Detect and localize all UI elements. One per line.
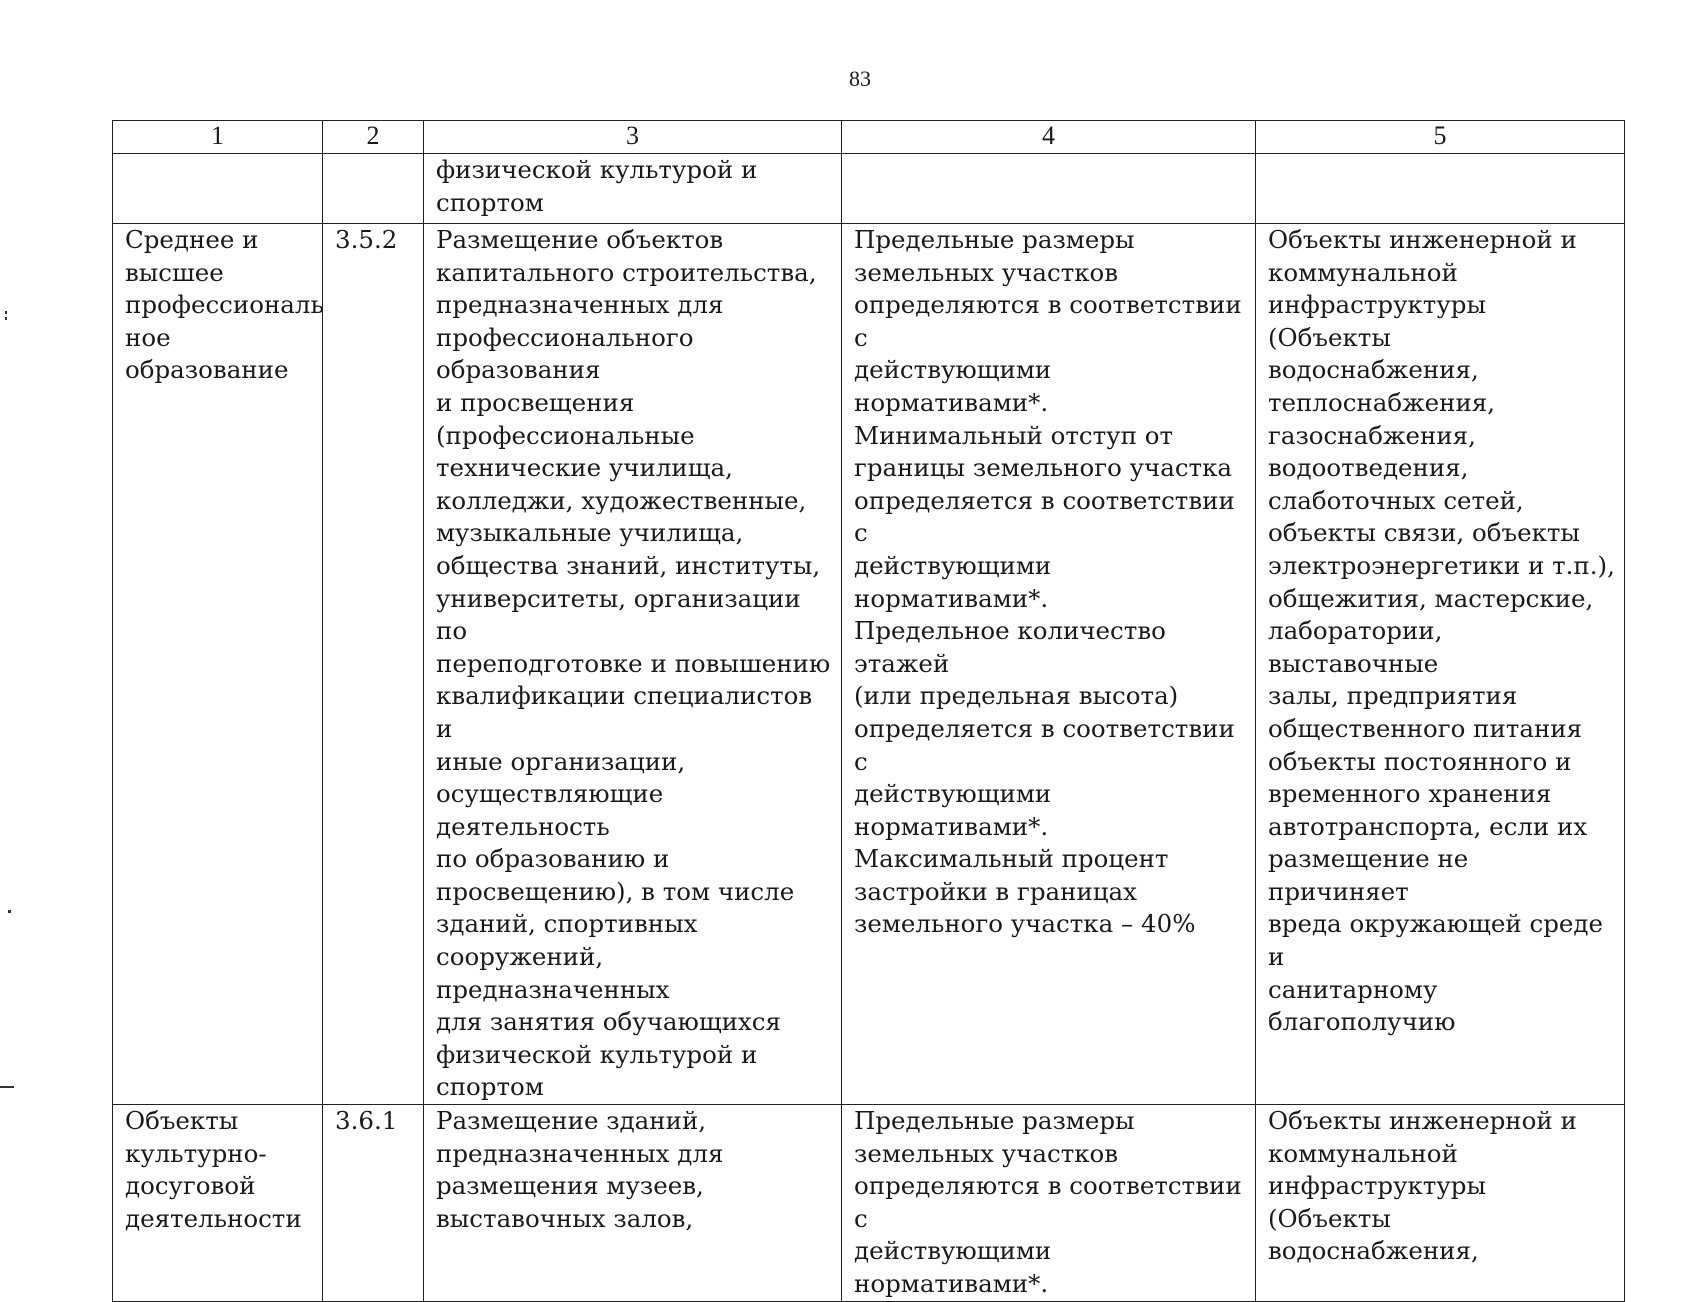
cell-auxiliary-text: Объекты инженерной и коммунальной инфраструктуры (Объекты водоснабжения,	[1268, 1106, 1577, 1266]
table-row	[113, 154, 1625, 224]
cell-description-text: Размещение объектов капитального строительства, предназначенных для профессионального образования и просвещения (профессиональные технические училища, колледжи, художественные, музыкальные училища, общества знаний, институты, университеты, организации по переподготовке и повышению квалификации специалистов и иные организации, осуществляющие деятельность по образованию и просвещению), в том числе зданий, спортивных сооружений, предназначенных для занятия обучающихся физической культурой и спортом	[436, 225, 831, 1102]
cell-description	[424, 1105, 842, 1302]
header-col-2: 2	[323, 121, 424, 154]
cell-name	[113, 154, 323, 224]
cell-auxiliary	[1256, 1105, 1625, 1302]
cell-name-text: Объекты культурно- досуговой деятельности	[125, 1106, 302, 1233]
header-col-4: 4	[842, 121, 1256, 154]
scan-margin-dot	[5, 317, 7, 320]
table-row	[113, 224, 1625, 1105]
cell-name	[113, 1105, 323, 1302]
scan-margin-dot	[5, 311, 7, 314]
cell-code-text: 3.5.2	[335, 225, 398, 254]
page-number: 83	[849, 66, 871, 91]
cell-name-text: Среднее и высшее профессиональ ное образование	[125, 225, 324, 385]
cell-description-text: Размещение зданий, предназначенных для размещения музеев, выставочных залов,	[436, 1106, 724, 1233]
header-col-5: 5	[1256, 121, 1625, 154]
header-col-3: 3	[424, 121, 842, 154]
cell-code-text: 3.6.1	[335, 1106, 398, 1136]
table-row	[113, 1105, 1625, 1302]
cell-parameters	[842, 154, 1256, 224]
cell-parameters	[842, 224, 1256, 1105]
cell-parameters-text: Предельные размеры земельных участков определяются в соответствии с действующими нормативами*.	[854, 1106, 1242, 1298]
cell-description-text: физической культурой и спортом	[436, 155, 758, 217]
cell-name	[113, 224, 323, 1105]
header-col-1: 1	[113, 121, 323, 154]
land-use-table	[112, 120, 1625, 1302]
cell-auxiliary	[1256, 224, 1625, 1105]
cell-auxiliary-text: Объекты инженерной и коммунальной инфраструктуры (Объекты водоснабжения, теплоснабжения, газоснабжения, водоотведения, слаботочных сетей, объекты связи, объекты электроэнергетики и т.п.), общежития, мастерские, лаборатории, выставочные залы, предприятия общественного питания объекты постоянного и временного хранения автотранспорта, если их размещение не причиняет вреда окружающей среде и санитарному благополучию	[1268, 225, 1615, 1037]
scan-margin-dot	[8, 910, 11, 913]
cell-parameters	[842, 1105, 1256, 1302]
cell-auxiliary	[1256, 154, 1625, 224]
scan-margin-dash	[0, 1086, 14, 1088]
header-row	[113, 121, 1625, 154]
cell-code	[323, 154, 424, 224]
cell-description	[424, 224, 842, 1105]
cell-parameters-text: Предельные размеры земельных участков определяются в соответствии с действующими нормативами*. Минимальный отступ от границы земельного участка определяется в соответствии с действующими нормативами*. Предельное количество этажей (или предельная высота) определяется в соответствии с действующими нормативами*. Максимальный процент застройки в границах земельного участка – 40%	[854, 225, 1242, 939]
cell-code	[323, 1105, 424, 1302]
cell-code	[323, 224, 424, 1105]
cell-description	[424, 154, 842, 224]
